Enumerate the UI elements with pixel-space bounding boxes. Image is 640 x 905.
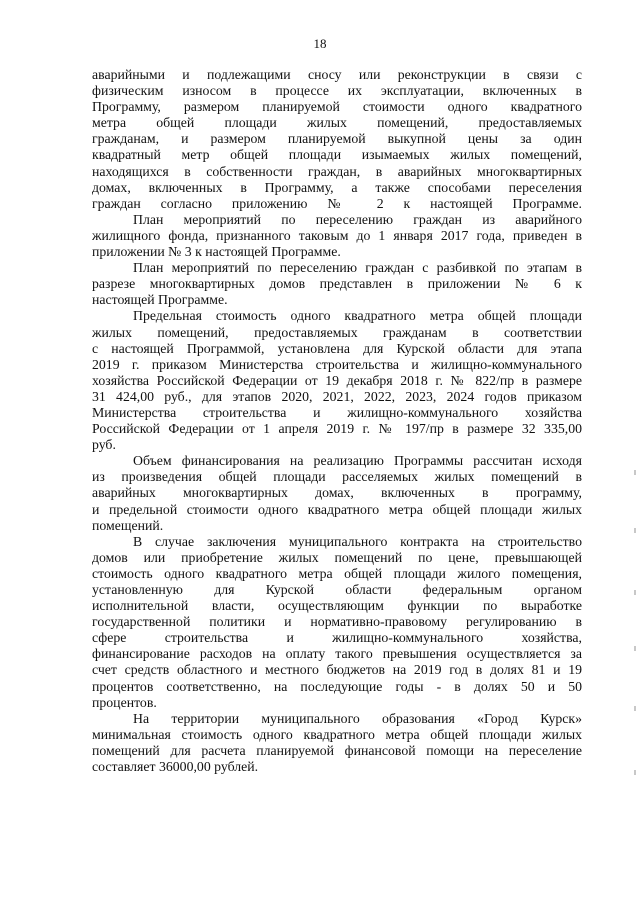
text-line: физическим износом в процессе их эксплуатации, включенных в <box>92 83 582 99</box>
paragraph <box>92 260 582 308</box>
text-line: разрезе многоквартирных домов представлен в приложении № 6 к <box>92 276 582 292</box>
page-number: 18 <box>313 36 327 51</box>
text-line: Программу, размером планируемой стоимости одного квадратного <box>92 99 582 115</box>
text-line: с настоящей Программой, установлена для Курской области для этапа <box>92 340 582 356</box>
text-line: и предельной стоимости одного квадратного метра общей площади жилых <box>92 501 582 517</box>
text-line: В случае заключения муниципального контракта на строительство <box>133 533 582 549</box>
text-line: из произведения общей площади расселяемых жилых помещений в <box>92 469 582 485</box>
text-line: государственной политики и нормативно-правовому регулированию в <box>92 614 582 630</box>
paragraph <box>92 453 582 533</box>
document-body <box>92 67 582 775</box>
text-line: процентов. <box>92 694 157 710</box>
scan-edge-marks <box>634 470 636 790</box>
text-line: счет средств областного и местного бюджетов на 2019 год в долях 81 и 19 <box>92 662 582 678</box>
text-line: руб. <box>92 437 116 453</box>
text-line: находящихся в собственности граждан, в аварийных многоквартирных <box>92 163 582 179</box>
text-line: Российской Федерации от 1 апреля 2019 г. № 197/пр в размере 32 335,00 <box>92 421 582 437</box>
text-line: сфере строительства и жилищно-коммунального хозяйства, <box>92 630 582 646</box>
text-line: квадратный метр общей площади изымаемых жилых помещений, <box>92 147 582 163</box>
text-line: гражданам, и размером планируемой выкупной цены за один <box>92 131 582 147</box>
text-line: домов или приобретение жилых помещений по цене, превышающей <box>92 549 582 565</box>
text-line: На территории муниципального образования «Город Курск» <box>133 710 582 726</box>
text-line: План мероприятий по переселению граждан из аварийного <box>133 211 582 227</box>
text-line: домах, включенных в Программу, а также способами переселения <box>92 179 582 195</box>
paragraph <box>92 534 582 711</box>
text-line: исполнительной власти, осуществляющим функции по выработке <box>92 598 582 614</box>
text-line: составляет 36000,00 рублей. <box>92 759 259 775</box>
text-line: помещений для расчета планируемой финансовой помощи на переселение <box>92 742 582 758</box>
paragraph <box>92 212 582 260</box>
paragraph <box>92 308 582 453</box>
text-line: финансирование расходов на оплату такого превышения осуществляется за <box>92 646 582 662</box>
text-line: Предельная стоимость одного квадратного метра общей площади <box>133 308 582 324</box>
text-line: граждан согласно приложению № 2 к настоящей Программе. <box>92 195 582 211</box>
text-line: хозяйства Российской Федерации от 19 декабря 2018 г. № 822/пр в размере <box>92 372 582 388</box>
text-line: минимальная стоимость одного квадратного метра общей площади жилых <box>92 726 582 742</box>
paragraph <box>92 67 582 212</box>
paragraph <box>92 711 582 775</box>
text-line: установленную для Курской области федеральным органом <box>92 582 582 597</box>
text-line: жилищного фонда, признанного таковым до 1 января 2017 года, приведен в <box>92 227 582 243</box>
text-line: аварийных многоквартирных домах, включенных в программу, <box>92 485 582 501</box>
text-line: настоящей Программе. <box>92 292 228 308</box>
text-line: 2019 г. приказом Министерства строительства и жилищно-коммунального <box>92 356 582 372</box>
text-line: жилых помещений, предоставляемых гражданам в соответствии <box>92 324 582 340</box>
text-line: процентов соответственно, на последующие годы - в долях 50 и 50 <box>92 678 582 694</box>
text-line: Министерства строительства и жилищно-коммунального хозяйства <box>92 404 582 420</box>
text-line: метра общей площади жилых помещений, предоставляемых <box>92 115 582 131</box>
text-line: приложении № 3 к настоящей Программе. <box>92 244 341 260</box>
text-line: 31 424,00 руб., для этапов 2020, 2021, 2022, 2023, 2024 годов приказом <box>92 388 582 404</box>
text-line: помещений. <box>92 517 164 533</box>
text-line: План мероприятий по переселению граждан с разбивкой по этапам в <box>133 260 582 276</box>
text-line: аварийными и подлежащими сносу или реконструкции в связи с <box>92 67 582 82</box>
text-line: стоимость одного квадратного метра общей площади жилого помещения, <box>92 565 582 581</box>
text-line: Объем финансирования на реализацию Программы рассчитан исходя <box>133 453 582 469</box>
